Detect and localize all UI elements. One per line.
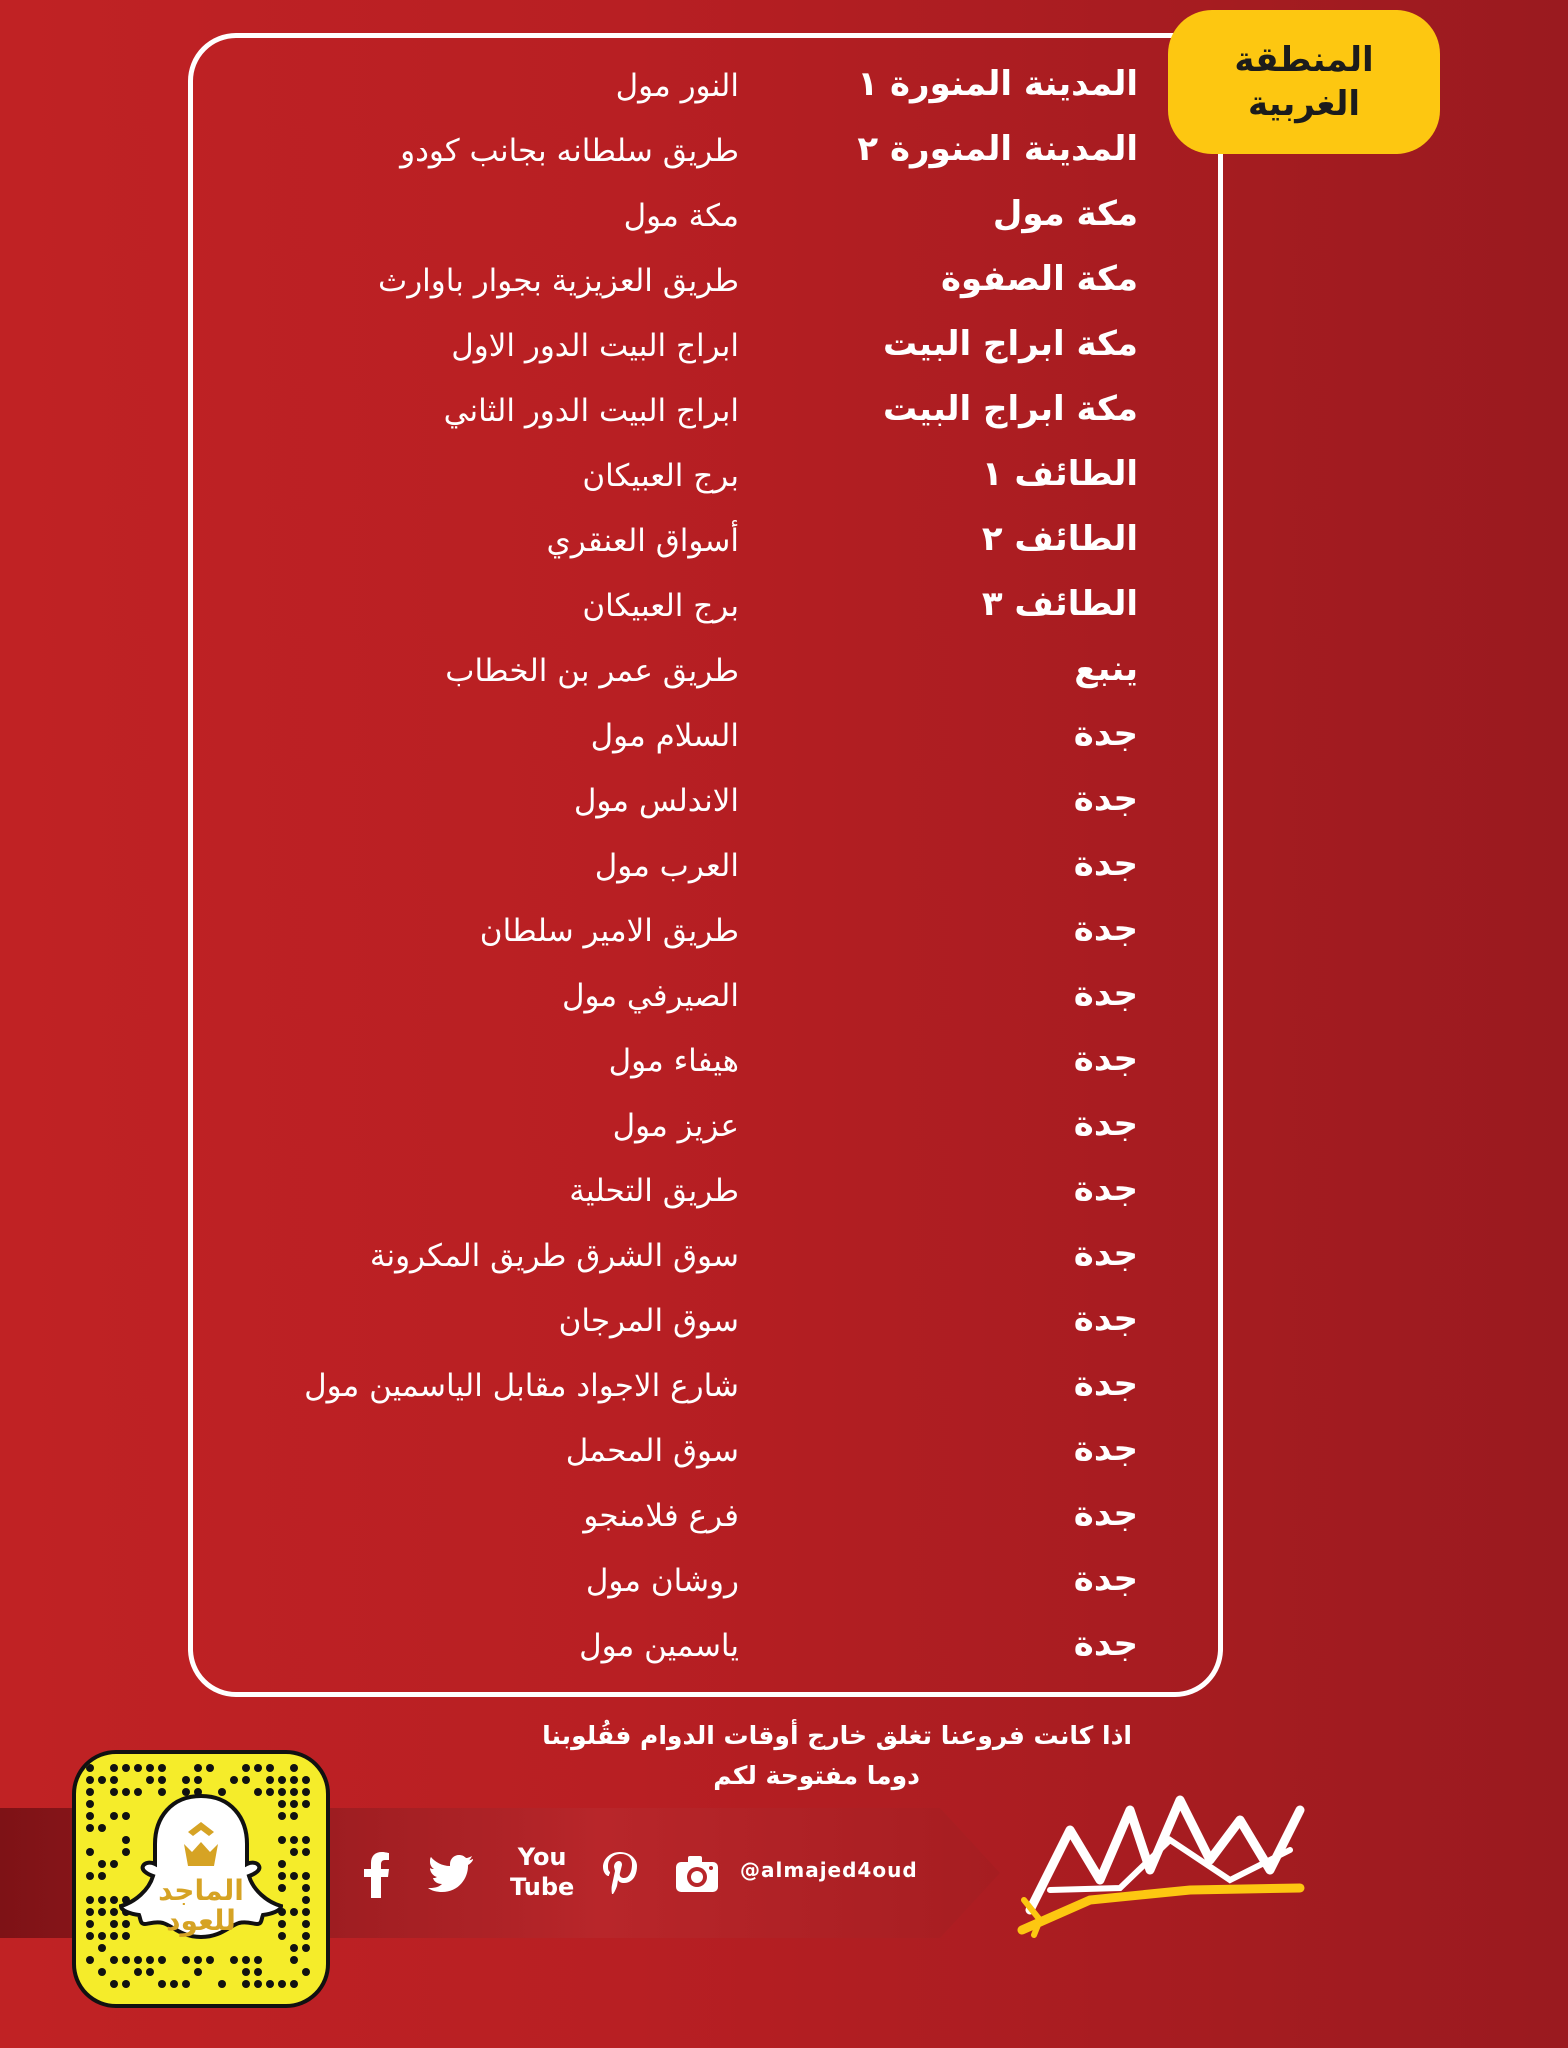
branch-city: جدة [1073, 1039, 1138, 1079]
branch-row [0, 779, 1568, 844]
branch-city: جدة [1073, 1494, 1138, 1534]
branch-location: الاندلس مول [573, 783, 739, 819]
branch-location: طريق الامير سلطان [479, 913, 739, 949]
branch-location: ابراج البيت الدور الثاني [443, 393, 739, 429]
branch-location: العرب مول [594, 848, 739, 884]
branch-city: الطائف ٢ [981, 519, 1138, 559]
branch-location: عزيز مول [612, 1108, 739, 1144]
branch-city: جدة [1073, 1364, 1138, 1404]
youtube-icon[interactable] [510, 1842, 574, 1902]
closing-note-line2: دوما مفتوحة لكم [713, 1761, 920, 1790]
branch-row [0, 1559, 1568, 1624]
branch-location: مكة مول [623, 198, 739, 234]
branch-row [0, 1364, 1568, 1429]
branch-city: مكة ابراج البيت [882, 389, 1138, 429]
branch-location: سوق المرجان [558, 1303, 739, 1339]
branch-row [0, 519, 1568, 584]
branch-location: ابراج البيت الدور الاول [451, 328, 739, 364]
branch-location: فرع فلامنجو [583, 1498, 739, 1534]
branch-city: جدة [1073, 1299, 1138, 1339]
branch-row [0, 844, 1568, 909]
branch-city: المدينة المنورة ٢ [857, 129, 1138, 169]
branch-city: مكة الصفوة [940, 259, 1138, 299]
branch-location: طريق العزيزية بجوار باوارث [378, 263, 739, 299]
branch-location: طريق التحلية [569, 1173, 739, 1209]
branch-city: جدة [1073, 1234, 1138, 1274]
branch-city: الطائف ٣ [981, 584, 1138, 624]
snapcode-brand-line2: للعود [166, 1904, 236, 1937]
branch-row [0, 1299, 1568, 1364]
branch-city: جدة [1073, 974, 1138, 1014]
branch-row [0, 714, 1568, 779]
branch-row [0, 1169, 1568, 1234]
branch-row [0, 1039, 1568, 1104]
branch-row [0, 649, 1568, 714]
branch-location: الصيرفي مول [561, 978, 739, 1014]
branch-location: طريق عمر بن الخطاب [445, 653, 739, 689]
region-badge [1168, 10, 1440, 154]
branch-row [0, 194, 1568, 259]
branch-location: سوق الشرق طريق المكرونة [369, 1238, 739, 1274]
branch-city: جدة [1073, 1104, 1138, 1144]
region-title-line2: الغربية [1247, 84, 1361, 124]
branch-row [0, 1429, 1568, 1494]
branch-location: السلام مول [590, 718, 739, 754]
branch-row [0, 389, 1568, 454]
branch-location: روشان مول [585, 1563, 739, 1599]
facebook-icon[interactable] [362, 1846, 392, 1902]
snapcode-brand [76, 1876, 326, 1936]
branch-city: جدة [1073, 714, 1138, 754]
branch-row [0, 1624, 1568, 1689]
branch-location: هيفاء مول [608, 1043, 739, 1079]
branch-city: جدة [1073, 1559, 1138, 1599]
youtube-label-top: You [517, 1843, 567, 1871]
branch-city: جدة [1073, 1429, 1138, 1469]
branch-location: النور مول [615, 68, 739, 104]
branch-location: ياسمين مول [579, 1628, 739, 1664]
brand-calligraphy-logo [1010, 1770, 1330, 1950]
branch-city: مكة مول [992, 194, 1138, 234]
branch-row [0, 909, 1568, 974]
closing-note-line1: اذا كانت فروعنا تغلق خارج أوقات الدوام فقُلوبنا [542, 1721, 1132, 1750]
branch-location: سوق المحمل [565, 1433, 739, 1469]
branch-city: جدة [1073, 1169, 1138, 1209]
branch-location: برج العبيكان [582, 458, 739, 494]
youtube-label-bottom: Tube [510, 1873, 575, 1901]
branch-row [0, 259, 1568, 324]
branch-row [0, 584, 1568, 649]
branch-city: ينبع [1074, 649, 1138, 689]
snapcode-brand-line1: الماجد [158, 1874, 244, 1907]
branch-row [0, 1494, 1568, 1559]
branch-row [0, 324, 1568, 389]
branch-location: برج العبيكان [582, 588, 739, 624]
branch-row [0, 974, 1568, 1039]
twitter-icon[interactable] [428, 1846, 474, 1902]
branch-city: جدة [1073, 1624, 1138, 1664]
branch-city: الطائف ١ [981, 454, 1138, 494]
social-handle[interactable]: @almajed4oud [740, 1858, 918, 1882]
branch-location: أسواق العنقري [546, 523, 739, 559]
branch-location: شارع الاجواد مقابل الياسمين مول [304, 1368, 739, 1404]
branch-row [0, 1234, 1568, 1299]
branch-city: جدة [1073, 844, 1138, 884]
branch-city: جدة [1073, 909, 1138, 949]
branch-row [0, 1104, 1568, 1169]
branch-city: مكة ابراج البيت [882, 324, 1138, 364]
region-title-line1: المنطقة [1234, 40, 1374, 80]
pinterest-icon[interactable] [600, 1846, 640, 1902]
instagram-icon[interactable] [674, 1846, 720, 1902]
branch-city: جدة [1073, 779, 1138, 819]
branch-city: المدينة المنورة ١ [857, 64, 1138, 104]
branch-location: طريق سلطانه بجانب كودو [400, 133, 739, 169]
snapcode[interactable] [72, 1750, 330, 2008]
branch-row [0, 454, 1568, 519]
